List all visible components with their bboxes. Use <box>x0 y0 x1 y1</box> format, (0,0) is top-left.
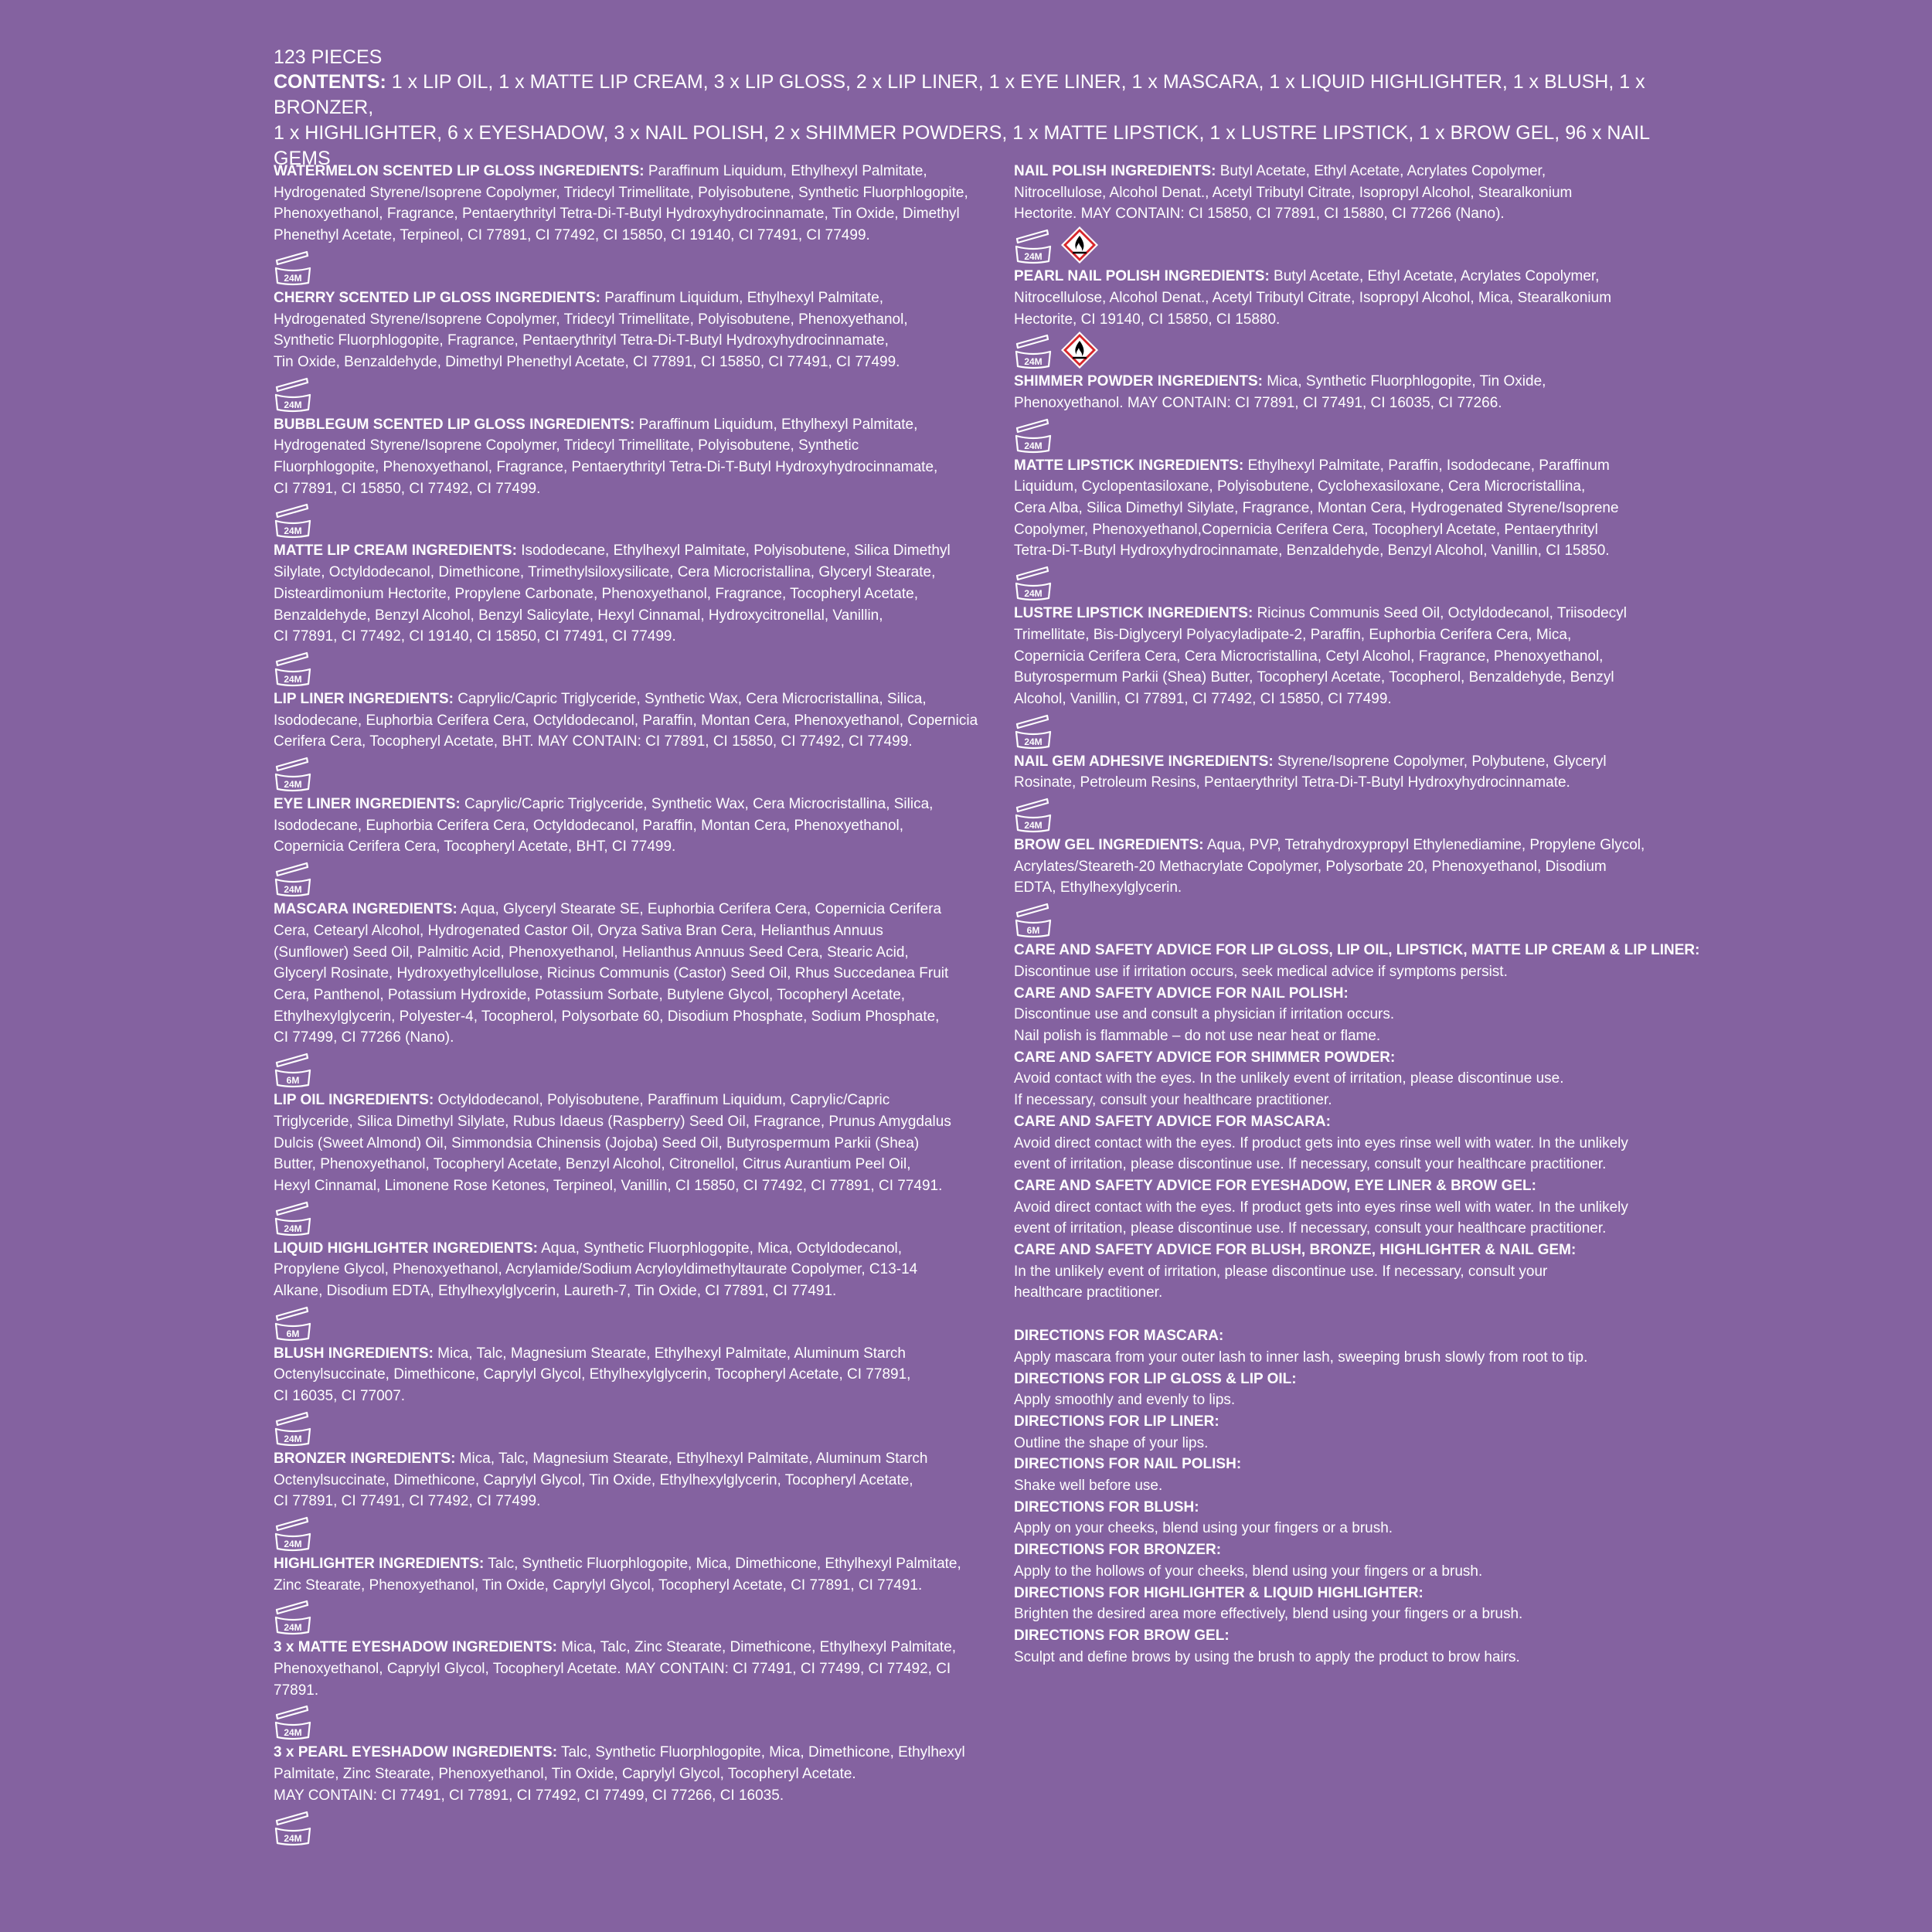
symbol-row <box>274 753 985 792</box>
svg-text:6M: 6M <box>1026 925 1040 937</box>
ingredient-text: Talc, Synthetic Fluorphlogopite, Mica, Dimethicone, Ethylhexyl <box>557 1744 965 1761</box>
ingredient-title: BRONZER INGREDIENTS: <box>274 1450 456 1467</box>
ingredient-text: Octyldodecanol, Polyisobutene, Paraffinum Liquidum, Caprylic/Capric <box>434 1092 890 1109</box>
open-jar-icon <box>274 1411 312 1447</box>
open-jar-icon <box>274 757 312 792</box>
care-advice-text: event of irritation, please discontinue use. If necessary, consult your healthcare practitioner. <box>1014 1156 1607 1173</box>
ingredient-title: NAIL POLISH INGREDIENTS: <box>1014 163 1216 179</box>
directions-heading: DIRECTIONS FOR BROW GEL: <box>1014 1627 1230 1644</box>
ingredient-title: BLUSH INGREDIENTS: <box>274 1345 434 1362</box>
open-jar-icon <box>274 1516 312 1552</box>
ingredient-title: MASCARA INGREDIENTS: <box>274 901 457 918</box>
svg-text:6M: 6M <box>286 1328 300 1339</box>
ingredient-text: Aqua, Synthetic Fluorphlogopite, Mica, Octyldodecanol, <box>538 1240 903 1257</box>
symbol-row <box>274 1597 985 1635</box>
ingredient-text: CI 16035, CI 77007. <box>274 1388 406 1405</box>
contents-line: 1 x HIGHLIGHTER, 6 x EYESHADOW, 3 x NAIL POLISH, 2 x SHIMMER POWDERS, 1 x MATTE LIPSTICK, 1 x LUSTRE LIPSTICK, 1 x BROW GEL, 96 x NAIL GEMS <box>274 122 1650 169</box>
ingredient-text: Isododecane, Ethylhexyl Palmitate, Polyisobutene, Silica Dimethyl <box>516 543 951 560</box>
open-jar-icon <box>1014 566 1053 601</box>
ingredient-block <box>274 689 985 753</box>
ingredient-text: Mica, Talc, Magnesium Stearate, Ethylhexyl Palmitate, Aluminum Starch <box>433 1345 906 1362</box>
ingredient-block <box>274 899 985 1049</box>
ingredient-text: Octenylsuccinate, Dimethicone, Caprylyl Glycol, Ethylhexylglycerin, Tocopheryl Acetate, CI 77891, <box>274 1366 911 1383</box>
directions-text: Apply to the hollows of your cheeks, blend using your fingers or a brush. <box>1014 1563 1483 1580</box>
symbol-row <box>274 1408 985 1447</box>
directions-heading: DIRECTIONS FOR BRONZER: <box>1014 1542 1222 1559</box>
ingredient-text: Caprylic/Capric Triglyceride, Synthetic Wax, Cera Microcristallina, Silica, <box>460 796 934 813</box>
ingredient-title: LIQUID HIGHLIGHTER INGREDIENTS: <box>274 1240 538 1257</box>
open-jar-icon <box>274 1600 312 1635</box>
ingredient-text: Propylene Glycol, Phenoxyethanol, Acrylamide/Sodium Acryloyldimethyltaurate Copolymer, C13-14 <box>274 1261 918 1278</box>
care-advice-text: If necessary, consult your healthcare practitioner. <box>1014 1092 1332 1109</box>
ingredient-block <box>1014 751 1725 794</box>
svg-text:24M: 24M <box>284 673 302 685</box>
ingredient-title: 3 x PEARL EYESHADOW INGREDIENTS: <box>274 1744 558 1761</box>
ingredient-block <box>274 1637 985 1701</box>
ingredient-text: EDTA, Ethylhexylglycerin. <box>1014 879 1182 896</box>
svg-text:6M: 6M <box>286 1075 300 1087</box>
ingredient-text: Silylate, Octyldodecanol, Dimethicone, Trimethylsiloxysilicate, Cera Microcristallina, Glyceryl Stearate, <box>274 564 936 581</box>
ingredient-text: Cera Alba, Silica Dimethyl Silylate, Fragrance, Montan Cera, Hydrogenated Styrene/Isoprene <box>1014 500 1619 517</box>
contents-line: 1 x LIP OIL, 1 x MATTE LIP CREAM, 3 x LIP GLOSS, 2 x LIP LINER, 1 x EYE LINER, 1 x MASCARA, 1 x LIQUID HIGHLIGHTER, 1 x BLUSH, 1 x BRONZER, <box>274 71 1645 118</box>
ingredient-text: Hectorite, CI 19140, CI 15850, CI 15880. <box>1014 311 1281 328</box>
ingredient-text: CI 77891, CI 77492, CI 19140, CI 15850, CI 77491, CI 77499. <box>274 628 676 645</box>
symbol-row <box>274 1303 985 1342</box>
ingredient-text: Aqua, Glyceryl Stearate SE, Euphorbia Cerifera Cera, Copernicia Cerifera <box>457 901 942 918</box>
symbol-row <box>274 247 985 286</box>
care-advice-text: Discontinue use if irritation occurs, seek medical advice if symptoms persist. <box>1014 963 1508 980</box>
ingredient-block <box>1014 835 1725 899</box>
open-jar-icon <box>1014 903 1053 938</box>
open-jar-icon <box>274 377 312 413</box>
symbol-row <box>274 1049 985 1088</box>
contents-list <box>274 70 1665 172</box>
section-spacer <box>1014 1304 1725 1325</box>
directions-text: Apply mascara from your outer lash to inner lash, sweeping brush slowly from root to tip. <box>1014 1349 1588 1366</box>
svg-text:24M: 24M <box>1024 440 1043 451</box>
open-jar-icon <box>274 862 312 897</box>
ingredient-block <box>274 540 985 648</box>
ingredient-text: Octenylsuccinate, Dimethicone, Caprylyl Glycol, Tin Oxide, Ethylhexylglycerin, Tocopheryl Acetate, <box>274 1471 913 1488</box>
ingredient-title: EYE LINER INGREDIENTS: <box>274 796 461 813</box>
ingredient-title: MATTE LIP CREAM INGREDIENTS: <box>274 543 517 560</box>
symbol-row <box>1014 794 1725 833</box>
symbol-row <box>274 1808 985 1846</box>
symbol-row <box>1014 711 1725 750</box>
ingredient-text: Cera, Cetearyl Alcohol, Hydrogenated Castor Oil, Oryza Sativa Bran Cera, Helianthus Annuus <box>274 922 883 939</box>
ingredient-block <box>274 794 985 858</box>
ingredient-text: Butter, Phenoxyethanol, Tocopheryl Acetate, Benzyl Alcohol, Citronellol, Citrus Aurantium Peel Oil, <box>274 1156 911 1173</box>
ingredient-text: Nitrocellulose, Alcohol Denat., Acetyl Tributyl Citrate, Isopropyl Alcohol, Mica, Stearalkonium <box>1014 289 1612 306</box>
flammable-icon <box>1060 331 1099 369</box>
ingredient-text: Hectorite. MAY CONTAIN: CI 15850, CI 77891, CI 15880, CI 77266 (Nano). <box>1014 206 1505 223</box>
ingredient-text: Butyrospermum Parkii (Shea) Butter, Tocopheryl Acetate, Tocopherol, Benzaldehyde, Benzyl <box>1014 669 1614 686</box>
svg-text:24M: 24M <box>284 1223 302 1234</box>
care-advice <box>1014 940 1725 1304</box>
ingredient-title: LIP LINER INGREDIENTS: <box>274 690 454 707</box>
care-advice-text: Discontinue use and consult a physician if irritation occurs. <box>1014 1006 1395 1023</box>
ingredient-text: Nitrocellulose, Alcohol Denat., Acetyl Tributyl Citrate, Isopropyl Alcohol, Stearalkonium <box>1014 184 1573 201</box>
ingredient-text: Paraffinum Liquidum, Ethylhexyl Palmitate, <box>634 416 918 433</box>
ingredient-text: Butyl Acetate, Ethyl Acetate, Acrylates Copolymer, <box>1269 268 1600 285</box>
ingredient-text: Cerifera Cera, Tocopheryl Acetate, BHT. MAY CONTAIN: CI 77891, CI 15850, CI 77492, CI 77499. <box>274 733 913 750</box>
ingredient-text: CI 77891, CI 77491, CI 77492, CI 77499. <box>274 1493 541 1510</box>
ingredient-block <box>1014 455 1725 563</box>
care-advice-text: event of irritation, please discontinue use. If necessary, consult your healthcare practitioner. <box>1014 1220 1607 1237</box>
flammable-icon <box>1060 226 1099 264</box>
care-advice-text: Avoid contact with the eyes. In the unlikely event of irritation, please discontinue use. <box>1014 1070 1564 1087</box>
ingredient-text: Disteardimonium Hectorite, Propylene Carbonate, Phenoxyethanol, Fragrance, Tocopheryl Acetate, <box>274 585 918 602</box>
ingredient-title: BUBBLEGUM SCENTED LIP GLOSS INGREDIENTS: <box>274 416 635 433</box>
symbol-row <box>1014 900 1725 938</box>
ingredient-text: MAY CONTAIN: CI 77491, CI 77891, CI 77492, CI 77499, CI 77266, CI 16035. <box>274 1787 784 1804</box>
ingredient-text: Hydrogenated Styrene/Isoprene Copolymer, Tridecyl Trimellitate, Polyisobutene, Phenoxyethanol, <box>274 311 908 328</box>
ingredient-block <box>274 1238 985 1302</box>
care-advice-text: Avoid direct contact with the eyes. If product gets into eyes rinse well with water. In the unlikely <box>1014 1199 1628 1216</box>
ingredient-text: Butyl Acetate, Ethyl Acetate, Acrylates Copolymer, <box>1216 163 1546 179</box>
ingredient-title: LUSTRE LIPSTICK INGREDIENTS: <box>1014 605 1253 622</box>
svg-text:24M: 24M <box>284 1622 302 1634</box>
svg-text:24M: 24M <box>284 779 302 791</box>
symbol-row <box>274 1702 985 1740</box>
ingredient-text: CI 77499, CI 77266 (Nano). <box>274 1029 454 1046</box>
ingredient-text: Triglyceride, Silica Dimethyl Silylate, Rubus Idaeus (Raspberry) Seed Oil, Fragrance, Prunus Amygdalus <box>274 1113 951 1130</box>
directions-heading: DIRECTIONS FOR MASCARA: <box>1014 1328 1224 1345</box>
open-jar-icon <box>1014 714 1053 750</box>
ingredient-text: Fluorphlogopite, Phenoxyethanol, Fragrance, Pentaerythrityl Tetra-Di-T-Butyl Hydroxyhydrocinnamate, <box>274 459 938 476</box>
ingredient-text: Acrylates/Steareth-20 Methacrylate Copolymer, Polysorbate 20, Phenoxyethanol, Disodium <box>1014 858 1607 875</box>
open-jar-icon <box>274 651 312 687</box>
directions-heading: DIRECTIONS FOR LIP LINER: <box>1014 1413 1219 1430</box>
ingredient-text: Phenethyl Acetate, Terpineol, CI 77891, CI 77492, CI 15850, CI 19140, CI 77491, CI 77499. <box>274 227 870 244</box>
symbol-row <box>1014 415 1725 454</box>
ingredient-block <box>274 161 985 247</box>
open-jar-icon <box>274 1811 312 1846</box>
ingredient-title: WATERMELON SCENTED LIP GLOSS INGREDIENTS: <box>274 163 645 179</box>
ingredient-block <box>274 287 985 373</box>
ingredient-text: Phenoxyethanol, Fragrance, Pentaerythrityl Tetra-Di-T-Butyl Hydroxyhydrocinnamate, Tin Oxide, Dimethyl <box>274 206 960 223</box>
care-advice-heading: CARE AND SAFETY ADVICE FOR SHIMMER POWDER: <box>1014 1049 1396 1066</box>
ingredient-text: Zinc Stearate, Phenoxyethanol, Tin Oxide, Caprylyl Glycol, Tocopheryl Acetate, CI 77891, CI 77491. <box>274 1577 923 1594</box>
ingredient-text: Glyceryl Rosinate, Hydroxyethylcellulose, Ricinus Communis (Castor) Seed Oil, Rhus Succedanea Fruit <box>274 965 949 982</box>
ingredient-text: Dulcis (Sweet Almond) Oil, Simmondsia Chinensis (Jojoba) Seed Oil, Butyrospermum Parkii (Shea) <box>274 1134 920 1151</box>
ingredient-text: Ricinus Communis Seed Oil, Octyldodecanol, Triisodecyl <box>1253 605 1627 622</box>
symbol-row <box>274 859 985 897</box>
ingredient-text: Talc, Synthetic Fluorphlogopite, Mica, Dimethicone, Ethylhexyl Palmitate, <box>484 1555 961 1572</box>
ingredient-text: (Sunflower) Seed Oil, Palmitic Acid, Phenoxyethanol, Helianthus Annuus Seed Cera, Stearic Acid, <box>274 944 909 961</box>
ingredient-text: Isododecane, Euphorbia Cerifera Cera, Octyldodecanol, Paraffin, Montan Cera, Phenoxyethanol, <box>274 817 904 834</box>
directions-text: Sculpt and define brows by using the brush to apply the product to brow hairs. <box>1014 1648 1520 1665</box>
ingredient-text: Copernicia Cerifera Cera, Tocopheryl Acetate, BHT, CI 77499. <box>274 838 676 855</box>
care-advice-text: Nail polish is flammable – do not use near heat or flame. <box>1014 1027 1381 1044</box>
ingredient-text: Styrene/Isoprene Copolymer, Polybutene, Glyceryl <box>1273 753 1607 770</box>
ingredient-title: NAIL GEM ADHESIVE INGREDIENTS: <box>1014 753 1274 770</box>
ingredient-title: HIGHLIGHTER INGREDIENTS: <box>274 1555 485 1572</box>
open-jar-icon <box>274 503 312 539</box>
ingredient-text: Rosinate, Petroleum Resins, Pentaerythrityl Tetra-Di-T-Butyl Hydroxyhydrocinnamate. <box>1014 774 1570 791</box>
care-advice-heading: CARE AND SAFETY ADVICE FOR BLUSH, BRONZE, HIGHLIGHTER & NAIL GEM: <box>1014 1242 1577 1259</box>
directions-heading: DIRECTIONS FOR NAIL POLISH: <box>1014 1456 1242 1473</box>
svg-text:24M: 24M <box>1024 251 1043 263</box>
ingredient-block <box>1014 161 1725 225</box>
ingredient-text: Trimellitate, Bis-Diglyceryl Polyacyladipate-2, Paraffin, Euphorbia Cerifera Cera, Mica, <box>1014 626 1572 643</box>
ingredients-column-left <box>274 161 985 1848</box>
ingredient-block <box>274 1090 985 1197</box>
svg-text:24M: 24M <box>284 1433 302 1444</box>
ingredient-block <box>274 1343 985 1407</box>
directions-heading: DIRECTIONS FOR BLUSH: <box>1014 1498 1199 1515</box>
ingredient-text: Mica, Synthetic Fluorphlogopite, Tin Oxide, <box>1262 373 1546 390</box>
directions-text: Shake well before use. <box>1014 1478 1163 1495</box>
ingredients-column-right <box>1014 161 1725 1668</box>
directions-heading: DIRECTIONS FOR HIGHLIGHTER & LIQUID HIGHLIGHTER: <box>1014 1584 1423 1601</box>
svg-text:24M: 24M <box>284 1538 302 1549</box>
symbol-row <box>274 500 985 539</box>
symbol-row <box>1014 226 1725 264</box>
ingredient-block <box>274 1742 985 1806</box>
ingredient-block <box>1014 266 1725 330</box>
open-jar-icon <box>274 1053 312 1088</box>
symbol-row <box>274 374 985 413</box>
ingredient-text: Hexyl Cinnamal, Limonene Rose Ketones, Terpineol, Vanillin, CI 15850, CI 77492, CI 77891, CI 77491. <box>274 1177 943 1194</box>
care-advice-text: Avoid direct contact with the eyes. If product gets into eyes rinse well with water. In the unlikely <box>1014 1134 1628 1151</box>
open-jar-icon <box>274 1705 312 1740</box>
ingredient-text: Ethylhexylglycerin, Polyester-4, Tocopherol, Polysorbate 60, Disodium Phosphate, Sodium Phosphate, <box>274 1008 940 1025</box>
open-jar-icon <box>274 1201 312 1236</box>
ingredient-text: Hydrogenated Styrene/Isoprene Copolymer, Tridecyl Trimellitate, Polyisobutene, Synthetic Fluorphlogopite, <box>274 184 968 201</box>
ingredient-title: SHIMMER POWDER INGREDIENTS: <box>1014 373 1263 390</box>
ingredient-text: Benzaldehyde, Benzyl Alcohol, Benzyl Salicylate, Hexyl Cinnamal, Hydroxycitronellal, Vanillin, <box>274 607 883 624</box>
ingredient-text: Caprylic/Capric Triglyceride, Synthetic Wax, Cera Microcristallina, Silica, <box>453 690 927 707</box>
open-jar-icon <box>1014 229 1053 264</box>
ingredient-text: Copernicia Cerifera Cera, Cera Microcristallina, Cetyl Alcohol, Fragrance, Phenoxyethanol, <box>1014 648 1604 665</box>
ingredient-block <box>274 1553 985 1596</box>
ingredient-text: Paraffinum Liquidum, Ethylhexyl Palmitate, <box>600 289 884 306</box>
svg-text:24M: 24M <box>284 272 302 284</box>
open-jar-icon <box>1014 418 1053 454</box>
symbol-row <box>1014 563 1725 601</box>
svg-text:24M: 24M <box>1024 820 1043 832</box>
ingredient-title: LIP OIL INGREDIENTS: <box>274 1092 434 1109</box>
svg-text:24M: 24M <box>1024 588 1043 600</box>
directions-text: Brighten the desired area more effectively, blend using your fingers or a brush. <box>1014 1606 1523 1623</box>
symbol-row <box>274 1513 985 1552</box>
ingredient-block <box>274 414 985 500</box>
ingredient-text: Tetra-Di-T-Butyl Hydroxyhydrocinnamate, Benzaldehyde, Benzyl Alcohol, Vanillin, CI 15850. <box>1014 543 1610 560</box>
directions-heading: DIRECTIONS FOR LIP GLOSS & LIP OIL: <box>1014 1370 1297 1387</box>
ingredient-title: PEARL NAIL POLISH INGREDIENTS: <box>1014 268 1270 285</box>
ingredient-text: Phenoxyethanol, Caprylyl Glycol, Tocopheryl Acetate. MAY CONTAIN: CI 77491, CI 77499, CI 77492, CI 77891. <box>274 1661 951 1699</box>
open-jar-icon <box>1014 334 1053 369</box>
ingredient-block <box>274 1448 985 1512</box>
ingredient-text: Synthetic Fluorphlogopite, Fragrance, Pentaerythrityl Tetra-Di-T-Butyl Hydroxyhydrocinnamate, <box>274 332 889 349</box>
care-advice-heading: CARE AND SAFETY ADVICE FOR EYESHADOW, EYE LINER & BROW GEL: <box>1014 1177 1536 1194</box>
ingredient-text: Paraffinum Liquidum, Ethylhexyl Palmitate, <box>644 163 927 179</box>
svg-text:24M: 24M <box>284 1727 302 1739</box>
care-advice-heading: CARE AND SAFETY ADVICE FOR NAIL POLISH: <box>1014 985 1349 1002</box>
contents-label: CONTENTS: <box>274 71 386 93</box>
ingredient-text: Palmitate, Zinc Stearate, Phenoxyethanol, Tin Oxide, Caprylyl Glycol, Tocopheryl Acetate. <box>274 1766 856 1783</box>
directions-text: Outline the shape of your lips. <box>1014 1434 1209 1451</box>
ingredient-title: BROW GEL INGREDIENTS: <box>1014 837 1204 854</box>
ingredient-text: Mica, Talc, Zinc Stearate, Dimethicone, Ethylhexyl Palmitate, <box>557 1639 957 1656</box>
ingredient-text: Tin Oxide, Benzaldehyde, Dimethyl Phenethyl Acetate, CI 77891, CI 15850, CI 77491, CI 77499. <box>274 353 900 370</box>
ingredient-text: Copolymer, Phenoxyethanol,Copernicia Cerifera Cera, Tocopheryl Acetate, Pentaerythrityl <box>1014 521 1598 538</box>
piece-count: 123 PIECES <box>274 46 383 68</box>
ingredient-title: CHERRY SCENTED LIP GLOSS INGREDIENTS: <box>274 289 600 306</box>
care-advice-heading: CARE AND SAFETY ADVICE FOR LIP GLOSS, LIP OIL, LIPSTICK, MATTE LIP CREAM & LIP LINER: <box>1014 942 1700 959</box>
svg-text:24M: 24M <box>284 399 302 410</box>
svg-text:24M: 24M <box>1024 736 1043 747</box>
open-jar-icon <box>274 250 312 286</box>
svg-text:24M: 24M <box>284 884 302 896</box>
ingredient-text: Isododecane, Euphorbia Cerifera Cera, Octyldodecanol, Paraffin, Montan Cera, Phenoxyethanol, Copernicia <box>274 712 978 729</box>
ingredient-text: Alcohol, Vanillin, CI 77891, CI 77492, CI 15850, CI 77499. <box>1014 690 1392 707</box>
open-jar-icon <box>1014 798 1053 833</box>
ingredient-block <box>1014 603 1725 710</box>
directions <box>1014 1325 1725 1668</box>
ingredient-text: Phenoxyethanol. MAY CONTAIN: CI 77891, CI 77491, CI 16035, CI 77266. <box>1014 394 1502 411</box>
open-jar-icon <box>274 1306 312 1342</box>
ingredient-title: MATTE LIPSTICK INGREDIENTS: <box>1014 457 1244 474</box>
contents-header <box>274 45 1665 172</box>
ingredient-text: Cera, Panthenol, Potassium Hydroxide, Potassium Sorbate, Butylene Glycol, Tocopheryl Acetate, <box>274 986 906 1003</box>
ingredient-text: Alkane, Disodium EDTA, Ethylhexylglycerin, Laureth-7, Tin Oxide, CI 77891, CI 77491. <box>274 1283 837 1300</box>
ingredient-text: Liquidum, Cyclopentasiloxane, Polyisobutene, Cyclohexasiloxane, Cera Microcristallina, <box>1014 478 1586 495</box>
ingredient-title: 3 x MATTE EYESHADOW INGREDIENTS: <box>274 1639 558 1656</box>
symbol-row <box>1014 331 1725 369</box>
ingredient-text: Hydrogenated Styrene/Isoprene Copolymer, Tridecyl Trimellitate, Polyisobutene, Synthetic <box>274 437 859 454</box>
ingredient-block <box>1014 371 1725 413</box>
symbol-row <box>274 648 985 687</box>
ingredient-text: Mica, Talc, Magnesium Stearate, Ethylhexyl Palmitate, Aluminum Starch <box>455 1450 928 1467</box>
svg-text:24M: 24M <box>284 526 302 537</box>
svg-text:24M: 24M <box>284 1832 302 1844</box>
care-advice-heading: CARE AND SAFETY ADVICE FOR MASCARA: <box>1014 1113 1331 1130</box>
care-advice-text: In the unlikely event of irritation, please discontinue use. If necessary, consult your <box>1014 1263 1548 1280</box>
directions-text: Apply smoothly and evenly to lips. <box>1014 1392 1236 1409</box>
symbol-row <box>274 1198 985 1236</box>
ingredient-text: Ethylhexyl Palmitate, Paraffin, Isododecane, Paraffinum <box>1243 457 1610 474</box>
care-advice-text: healthcare practitioner. <box>1014 1284 1163 1301</box>
directions-text: Apply on your cheeks, blend using your fingers or a brush. <box>1014 1520 1393 1537</box>
svg-text:24M: 24M <box>1024 356 1043 368</box>
ingredient-text: Aqua, PVP, Tetrahydroxypropyl Ethylenediamine, Propylene Glycol, <box>1203 837 1645 854</box>
ingredient-text: CI 77891, CI 15850, CI 77492, CI 77499. <box>274 480 541 497</box>
